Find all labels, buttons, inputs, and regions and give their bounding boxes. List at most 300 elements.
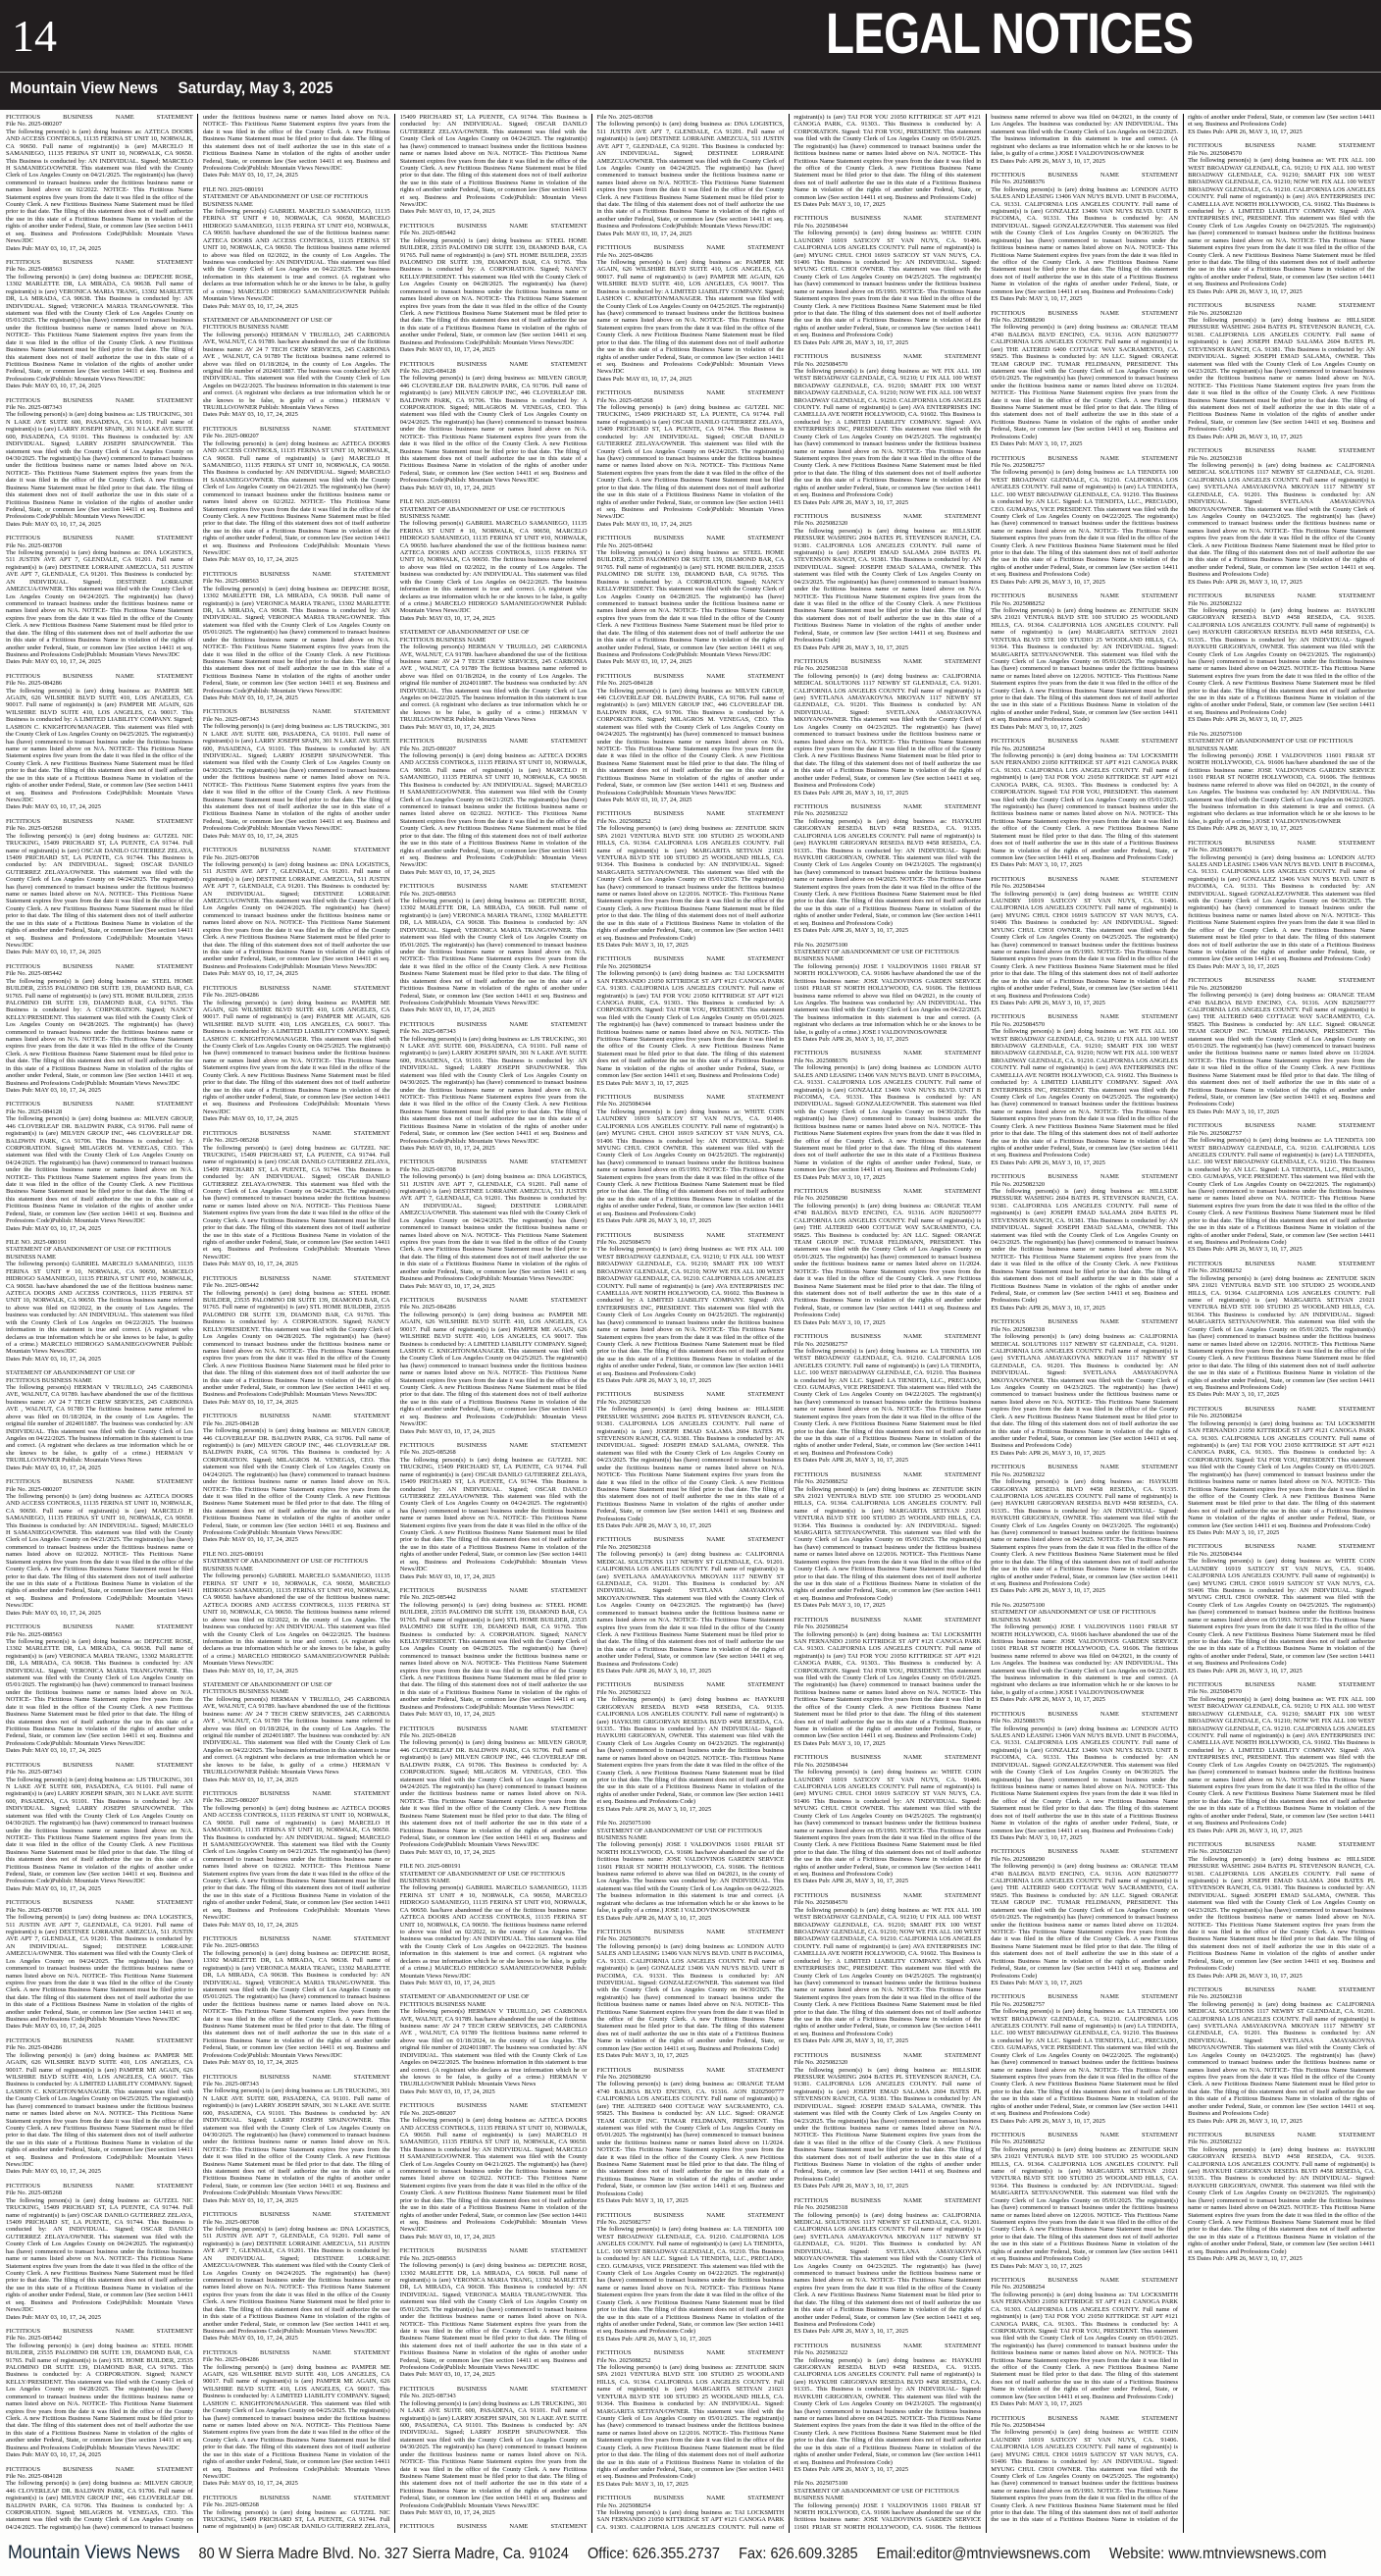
- notice-file-number: File No. 2025084570: [991, 1020, 1046, 1028]
- notice-file-number: STATEMENT OF ABANDONMENT OF USE OF FICTITIOUS BUSINESS NAME: [202, 193, 369, 208]
- notice-file-number: File No. 2025-080207: [6, 121, 63, 129]
- notice-body: The following person(s) is (are) doing business as: ZENITUDE SKIN SPA 21021 VENTURA BLVD STE 100 STUDIO 25 WOODLAND HILLS, CA. 91364. CALIFORNIA LOS ANGELES COUNTY. Full name of registrant(s) is (are) MARGARITA SETIYAN 21021 VENTURA BLVD STE 100 STUDIO 25 WOODLAND HILLS, CA. 91364. This Business is conducted by: AN INDIVIDUAL. Signed: MARGARITA SETIYAN/OWNER. This statement was filed with the County Clerk of Los Angeles County on 05/01/2025. The registrant(s) has (have) commenced to transact business under the fictitious business name or names listed above on 12/2016. NOTICE- This Fictitious Name Statement expires five years from the date it was filed in the office of the County Clerk. A new Fictitious Business Name Statement must be filed prior to that date. The filing of this statement does not of itself authorize the use in this state of a Fictitious Business Name in violation of the rights of another under Federal, State, or common law (See section 14411 et seq. Business and Professions Code): [596, 825, 785, 942]
- notice-heading: STATEMENT OF ABANDONMENT OF USE OF: [202, 1681, 332, 1689]
- legal-notice: [597, 673, 785, 804]
- notice-file-number: File No. 2025082322: [1188, 2138, 1242, 2146]
- notice-dates-pub: Dates Pub: MAY 03, 10, 17, 24, 2025: [202, 970, 298, 978]
- notice-body: The following person(s) HERMAN V TRUJILLO, 245 CARBONIA AVE, WALNUT, CA 91789. has/have abandoned the use of the fictitious business name: AV 24 7 TECH CREW SERVICES, 245 CARBONIA AVE , WALNUT, CA 91789 The fictitious business name referred to above was filed on 01/18/2024, in the county of Los Angeles. The original file number of 2024011887. The business was conducted by: AN INDIVIDUAL. This statement was filed with the County Clerk of Los Angeles on 04/22/2025. The business information in this statement is true and correct. (A registrant who declares as true information which he or she knows to be false, is guilty of a crime.) HERMAN V TRUJILLO/OWNER Publish: Mountain Views News: [399, 2008, 588, 2088]
- notice-body: The following person(s) is (are) doing business as: GUTZEL NIC TRUCKING, 15409 PRICHARD ST, LA PUENTE, CA 91744. Full name of registrant(s) is (are) OSCAR DANILO GUTIERREZ ZELAYA, 15409 PRICHARD ST, LA PUENTE, CA 91744. This Business is conducted by: AN INDIVIDUAL. Signed; OSCAR DANILO GUTIERREZ ZELAYA/OWNER. This statement was filed with the County Clerk of Los Angeles County on 04/24/2025. The registrant(s) has (have) commenced to transact business under the fictitious business name or names listed above on N/A. NOTICE- This Fictitious Name Statement expires five years from the date it was filed in the office of the County Clerk. A new Fictitious Business Name Statement must be filed prior to that date. The filing of this statement does not of itself authorize the use in this state of a Fictitious Business Name in violation of the rights of another under Federal, State, or common law (See section 14411 et seq. Business and Professions Code)Publish: Mountain Views News/JDC: [399, 1456, 588, 1573]
- notice-heading: FICTITIOUS BUSINESS NAME STATEMENT: [793, 1333, 982, 1341]
- notice-file-number: File No. 2025-085268: [596, 396, 653, 404]
- notice-heading: FICTITIOUS BUSINESS NAME STATEMENT: [596, 2211, 785, 2219]
- notice-file-number: File No. 2025-085442: [399, 1594, 456, 1602]
- notice-heading: File No. 2025075100: [596, 1820, 651, 1828]
- notice-body: The following person(s) is (are) doing business as: DNA LOGISTICS, 511 JUSTIN AVE APT 7, GLENDALE, CA 91201. Full name of registrant(s) is (are) DESTINEE LORRAINE AMEZCUA, 511 JUSTIN AVE APT 7, GLENDALE, CA 91201. This Business is conducted by: AN INDIVIDUAL. Signed; DESTINEE LORRAINE AMEZCUA/OWNER. This statement was filed with the County Clerk of Los Angeles County on 04/24/2025. The registrant(s) has (have) commenced to transact business under the fictitious business name or names listed above on N/A. NOTICE- This Fictitious Name Statement expires five years from the date it was filed in the office of the County Clerk. A new Fictitious Business Name Statement must be filed prior to that date. The filing of this statement does not of itself authorize the use in this state of a Fictitious Business Name in violation of the rights of another under Federal, State, or common law (See section 14411 et seq. Business and Professions Code)Publish: Mountain Views News/JDC: [399, 1173, 588, 1283]
- notice-dates-pub: ES Dates Pub: MAY 3, 10, 17, 2025: [596, 2480, 689, 2488]
- notice-file-number: File No. 2025088290: [596, 2074, 651, 2081]
- footer-office-phone: Office: 626.355.2737: [587, 2546, 720, 2562]
- legal-notice: [793, 513, 981, 651]
- notice-file-number: File No. 2025-088563: [6, 1630, 63, 1638]
- notice-body: The following person(s) is (are) doing business as: HILLSIDE PRESSURE WASHING 2604 BATES PL STEVENSON RANCH, CA. 91381. CALIFORNIA LOS ANGELES COUNTY. Full name of registrant(s) is (are) JOSEPH EMAD SALAMA 2604 BATES PL STEVENSON RANCH, CA. 91381. This Business is conducted by: AN INDIVIDUAL. Signed: JOSEPH EMAD SALAMA, OWNER. This statement was filed with the County Clerk of Los Angeles County on 04/23/2025. The registrant(s) has (have) commenced to transact business under the fictitious business name or names listed above on N/A. NOTICE- This Fictitious Name Statement expires five years from the date it was filed in the office of the County Clerk. A new Fictitious Business Name Statement must be filed prior to that date. The filing of this statement does not of itself authorize the use in this state of a Fictitious Business Name in violation of the rights of another under Federal, State, or common law (See section 14411 et seq. Business and Professions Code): [1188, 316, 1375, 434]
- legal-notice: [203, 1275, 390, 1407]
- notice-heading: FICTITIOUS BUSINESS NAME STATEMENT: [991, 171, 1179, 179]
- notice-dates-pub: ES Dates Pub: APR 26, MAY 3, 10, 17, 2025: [991, 1449, 1105, 1457]
- notice-body: The following person(s) is (are) doing business as: LJS TRUCKING, 301 N LAKE AVE SUITE 600, PASADENA, CA 91101. Full name of registrant(s) is (are) LARRY JOSEPH SPAIN, 301 N LAKE AVE SUITE 600, PASADENA, CA 91101. This Business is conducted by: AN INDIVIDUAL. Signed; LARRY JOSEPH SPAIN/OWNER. This statement was filed with the County Clerk of Los Angeles County on 04/30/2025. The registrant(s) has (have) commenced to transact business under the fictitious business name or names listed above on N/A. NOTICE- This Fictitious Name Statement expires five years from the date it was filed in the office of the County Clerk. A new Fictitious Business Name Statement must be filed prior to that date. The filing of this statement does not of itself authorize the use in this state of a Fictitious Business Name in violation of the rights of another under Federal, State, or common law (See section 14411 et seq. Business and Professions Code)Publish: Mountain Views News/JDC: [399, 2399, 588, 2509]
- notice-file-number: File No. 2025-083708: [6, 541, 63, 549]
- footer-paper-name: Mountain Views News: [8, 2543, 180, 2563]
- notice-file-number: File No. 2025-087343: [6, 1769, 63, 1777]
- notice-body: The following person(s) is (are) doing business as: HAYKUHI GRIGORYAN RESEDA BLVD #458 RESEDA, CA. 91335. CALIFORNIA LOS ANGELES COUNTY. Full name of registrant(s) is (are) HAYKUHI GRIGORYAN RESEDA BLVD #458 RESEDA, CA. 91335.. This Business is conducted by: AN INDIVIDUAL- Signed: HAYKUHI GRIGORYAN, OWNER. This statement was filed with the County Clerk of Los Angeles County on 04/23/2025. The registrant(s) has (have) commenced to transact business under the fictitious business name or names listed above on 04/2025. NOTICE- This Fictitious Name Statement expires five years from the date it was filed in the office of the County Clerk. A new Fictitious Business Name Statement must be filed prior to that date. The filing of this statement does not of itself authorize the use in this state of a Fictitious Business Name in violation of the rights of another under Federal, State, or common law (See section 14411 et seq. Business and Professions Code): [991, 1478, 1179, 1587]
- legal-notice: [1188, 977, 1375, 1115]
- notice-body: The following person(s) is (are) doing business as: GUTZEL NIC TRUCKING, 15409 PRICHARD ST, LA PUENTE, CA 91744. Full name of registrant(s) is (are) OSCAR DANILO GUTIERREZ ZELAYA, 15409 PRICHARD ST, LA PUENTE, CA 91744. This Business is conducted by: AN INDIVIDUAL. Signed; OSCAR DANILO GUTIERREZ ZELAYA/OWNER. This statement was filed with the County Clerk of Los Angeles County on 04/24/2025. The registrant(s) has (have) commenced to transact business under the fictitious business name or names listed above on N/A. NOTICE- This Fictitious Name Statement expires five years from the date it was filed in the office of the County Clerk. A new Fictitious Business Name Statement must be filed prior to that date. The filing of this statement does not of itself authorize the use in this state of a Fictitious Business Name in violation of the rights of another under Federal, State, or common law (See section 14411 et seq. Business and Professions Code)Publish: Mountain Views News/JDC: [6, 2196, 193, 2314]
- footer-website[interactable]: Website: www.mtnviewsnews.com: [1108, 2546, 1327, 2562]
- legal-notice: [400, 1993, 588, 2095]
- notice-dates-pub: ES Dates Pub: APR 26, MAY 3, 10, 17, 2025: [991, 2117, 1105, 2125]
- notice-heading: FICTITIOUS BUSINESS NAME STATEMENT: [793, 215, 982, 223]
- notice-heading: FICTITIOUS BUSINESS NAME STATEMENT: [6, 1623, 193, 1631]
- legal-notice: [400, 1863, 588, 1986]
- legal-notice: [793, 2343, 981, 2474]
- notice-dates-pub: Dates Pub: MAY 03, 10, 17, 24, 2025: [399, 2509, 495, 2517]
- notice-heading: FICTITIOUS BUSINESS NAME STATEMENT: [596, 389, 785, 397]
- notice-dates-pub: ES Dates Pub: APR 26, MAY 3, 10, 17, 2025: [596, 1805, 712, 1813]
- notice-dates-pub: Dates Pub: MAY 03, 10, 17, 24, 2025: [596, 658, 692, 666]
- notice-body: The following person(s) is (are) doing business as: TAI LOCKSMITH SAN FERNANDO 21050 KITTRIDGE ST APT #121 CANOGA PARK CA. 91303. CALIFORNIA LOS ANGELES COUNTY. Full name of registrant(s) is (are) TAI FOR YOU 21050 KITTRIDGE ST APT #121 CANOGA PARK, CA. 91303.. This Business is conducted by: A CORPORATION. Signed: TAI FOR YOU, PRESIDENT. This statement was filed with the County Clerk of Los Angeles County on 05/01/2025. The registrant(s) has (have) commenced to transact business under the fictitious business name or names listed above on N/A. NOTICE- This Fictitious Name Statement expires five years from the date it was filed in the office of the County Clerk. A new Fictitious Business Name Statement must be filed prior to that date. The filing of this statement does not of itself authorize the use in this state of a Fictitious Business Name in violation of the rights of another under Federal, State, or common law (See section 14411 et seq. Business and Professions Code): [793, 1630, 982, 1740]
- legal-notice: [1188, 1681, 1375, 1834]
- notice-body: The following person(s) is (are) doing business as: DNA LOGISTICS, 511 JUSTIN AVE APT 7, GLENDALE, CA 91201. Full name of registrant(s) is (are) DESTINEE LORRAINE AMEZCUA, 511 JUSTIN AVE APT 7, GLENDALE, CA 91201. This Business is conducted by: AN INDIVIDUAL. Signed; DESTINEE LORRAINE AMEZCUA/OWNER. This statement was filed with the County Clerk of Los Angeles County on 04/24/2025. The registrant(s) has (have) commenced to transact business under the fictitious business name or names listed above on N/A. NOTICE- This Fictitious Name Statement expires five years from the date it was filed in the office of the County Clerk. A new Fictitious Business Name Statement must be filed prior to that date. The filing of this statement does not of itself authorize the use in this state of a Fictitious Business Name in violation of the rights of another under Federal, State, or common law (See section 14411 et seq. Business and Professions Code)Publish: Mountain Views News/JDC: [202, 860, 390, 970]
- notice-body: The following person(s) is (are) doing business as: LONDON AUTO SALES AND LEASING 13406 VAN NUYS BLVD. UNIT B PACOIMA, CA. 91331. CALIFORNIA LOS ANGELES COUNTY. Full name of registrant(s) is (are) GONZALEZ 13406 VAN NUYS BLVD. UNIT B PACOIMA, CA. 91331. This Business is conducted by: AN INDIVIDUAL. Signed: GONZALEZ/OWNER. This statement was filed with the County Clerk of Los Angeles County on 04/30/2025. The registrant(s) has (have) commenced to transact business under the fictitious business name or names listed above on N/A. NOTICE- This Fictitious Name Statement expires five years from the date it was filed in the office of the County Clerk. A new Fictitious Business Name Statement must be filed prior to that date. The filing of this statement does not of itself authorize the use in this state of a Fictitious Business Name in violation of the rights of another under Federal, State, or common law (See section 14411 et seq. Business and Professions Code): [596, 1942, 785, 2052]
- notice-body: The following person(s) is (are) doing business as: CALIFORNIA MEDICAL SOLUTIONS 1117 NEWBY ST GLENDALE, CA. 91201. CALIFORNIA LOS ANGELES COUNTY. Full name of registrant(s) is (are) SVETLANA AMAYAKOVNA MKOYAN 1117 NEWBY ST GLENDALE, CA. 91201. This Business is conducted by: AN INDIVIDUAL. Signed: SVETLANA AMAYAKOVNA MKOYAN/OWNER. This statement was filed with the County Clerk of Los Angeles County on 04/23/2025. The registrant(s) has (have) commenced to transact business under the fictitious business name or names listed above on N/A. NOTICE- This Fictitious Name Statement expires five years from the date it was filed in the office of the County Clerk. A new Fictitious Business Name Statement must be filed prior to that date. The filing of this statement does not of itself authorize the use in this state of a Fictitious Business Name in violation of the rights of another under Federal, State, or common law (See section 14411 et seq. Business and Professions Code): [793, 672, 982, 790]
- notice-dates-pub: Dates Pub: MAY 03, 10, 17, 24, 2025: [596, 796, 692, 803]
- legal-notice: [203, 1130, 390, 1268]
- legal-notice: [6, 673, 193, 811]
- notice-body: The following person(s) HERMAN V TRUJILLO, 245 CARBONIA AVE, WALNUT, CA 91789. has/have abandoned the use of the fictitious business name: AV 24 7 TECH CREW SERVICES, 245 CARBONIA AVE , WALNUT, CA 91789 The fictitious business name referred to above was filed on 01/18/2024, in the county of Los Angeles. The original file number of 2024011887. The business was conducted by: AN INDIVIDUAL. This statement was filed with the County Clerk of Los Angeles on 04/22/2025. The business information in this statement is true and correct. (A registrant who declares as true information which he or she knows to be false, is guilty of a crime.) HERMAN V TRUJILLO/OWNER Publish: Mountain Views News: [202, 1695, 390, 1777]
- notice-body: The following person(s) is (are) doing business as: AZTECA DOORS AND ACCESS CONTROLS, 11135 FERINA ST UNIT 10, NORWALK, CA 90650. Full name of registrant(s) is (are) MARCELO H SAMANIEGO, 11135 FERINA ST UNIT 10, NORWALK, CA 90650. This Business is conducted by: AN INDIVIDUAL. Signed; MARCELO H SAMANIEGO/OWNER. This statement was filed with the County Clerk of Los Angeles County on 04/21/2025. The registrant(s) has (have) commenced to transact business under the fictitious business name or names listed above on 02/2022. NOTICE- This Fictitious Name Statement expires five years from the date it was filed in the office of the County Clerk. A new Fictitious Business Name Statement must be filed prior to that date. The filing of this statement does not of itself authorize the use in this state of a Fictitious Business Name in violation of the rights of another under Federal, State, or common law (See section 14411 et seq. Business and Professions Code)Publish: Mountain Views News/JDC: [202, 1804, 390, 1922]
- notice-heading: FICTITIOUS BUSINESS NAME STATEMENT: [991, 1993, 1179, 2001]
- legal-notice: [203, 1551, 390, 1674]
- notice-file-number: File No. 2025-087343: [202, 2081, 259, 2087]
- notice-dates-pub: Dates Pub: MAY 03, 10, 17, 24, 2025: [399, 1848, 495, 1856]
- notice-heading: FICTITIOUS BUSINESS NAME STATEMENT: [6, 1478, 193, 1486]
- notice-dates-pub: Dates Pub: MAY 03, 10, 17, 24, 2025: [202, 172, 298, 180]
- legal-notice: [991, 592, 1178, 731]
- notice-file-number: File No. 2025082320: [793, 520, 848, 528]
- notice-file-number: File No. 2025088290: [1188, 984, 1242, 992]
- notice-file-number: STATEMENT OF ABANDONMENT OF USE OF FICTITIOUS BUSINESS NAME: [202, 1558, 369, 1572]
- notice-body: The following person(s) GABRIEL MARCELO SAMANIEGO, 11135 FERINA ST UNIT # 10, NORWALK, CA 90650, MARCELO HIDROGO SAMANIEGO, 11135 FERINA ST UNIT #10, NORWALK, CA 90650. has/have abandoned the use of the fictitious business name: AZTECA DOORS AND ACCESS CONTROLS, 11135 FERINA ST UNIT 10, NORWALK, CA 90650. The fictitious business name referred to above was filed on 02/2022, in the county of Los Angeles. The business was conducted by: AN INDIVIDUAL. This statement was filed with the County Clerk of Los Angeles on 04/22/2025. The business information in this statement is true and correct. (A registrant who declares as true information which he or she knows to be false, is guilty of a crime.) MARCELO HIDROGO SAMANIEGO/OWNER Publish: Mountain Views News/JDC: [202, 1572, 390, 1668]
- legal-notice: [400, 1587, 588, 1719]
- legal-notice: [203, 2211, 390, 2343]
- legal-notice: [1188, 1986, 1375, 2125]
- notice-dates-pub: Dates Pub: MAY 03, 10, 17, 24, 2025: [399, 2233, 495, 2241]
- notice-dates-pub: Dates Pub: MAY 03, 10, 17, 24, 2025: [596, 375, 692, 383]
- notice-file-number: File No. 2025088252: [991, 2138, 1046, 2146]
- notice-heading: FICTITIOUS BUSINESS NAME STATEMENT: [1188, 302, 1375, 310]
- legal-notice: [597, 2349, 785, 2488]
- notice-heading: FICTITIOUS BUSINESS NAME STATEMENT: [202, 2211, 390, 2219]
- legal-notice: [203, 426, 390, 564]
- notice-heading: FICTITIOUS BUSINESS NAME STATEMENT: [202, 1934, 390, 1942]
- legal-notice: [793, 1333, 981, 1465]
- legal-notice: [1188, 731, 1375, 833]
- notice-heading: STATEMENT OF ABANDONMENT OF USE OF: [399, 629, 530, 637]
- legal-notice: [6, 535, 193, 666]
- legal-notice: [597, 244, 785, 383]
- notice-body: The following person(s) GABRIEL MARCELO SAMANIEGO, 11135 FERINA ST UNIT # 10, NORWALK, CA 90650, MARCELO HIDROGO SAMANIEGO, 11135 FERINA ST UNIT #10, NORWALK, CA 90650. has/have abandoned the use of the fictitious business name: AZTECA DOORS AND ACCESS CONTROLS, 11135 FERINA ST UNIT 10, NORWALK, CA 90650. The fictitious business name referred to above was filed on 02/2022, in the county of Los Angeles. The business was conducted by: AN INDIVIDUAL. This statement was filed with the County Clerk of Los Angeles on 04/22/2025. The business information in this statement is true and correct. (A registrant who declares as true information which he or she knows to be false, is guilty of a crime.) MARCELO HIDROGO SAMANIEGO/OWNER Publish: Mountain Views News/JDC: [202, 208, 390, 303]
- notice-dates-pub: ES Dates Pub: APR 26, MAY 3, 10, 17, 2025: [1188, 1246, 1303, 1254]
- notice-body: The following person(s) is (are) doing business as: HAYKUHI GRIGORYAN RESEDA BLVD #458 RESEDA, CA. 91335. CALIFORNIA LOS ANGELES COUNTY. Full name of registrant(s) is (are) HAYKUHI GRIGORYAN RESEDA BLVD #458 RESEDA, CA. 91335.. This Business is conducted by: AN INDIVIDUAL- Signed: HAYKUHI GRIGORYAN, OWNER. This statement was filed with the County Clerk of Los Angeles County on 04/23/2025. The registrant(s) has (have) commenced to transact business under the fictitious business name or names listed above on 04/2025. NOTICE- This Fictitious Name Statement expires five years from the date it was filed in the office of the County Clerk. A new Fictitious Business Name Statement must be filed prior to that date. The filing of this statement does not of itself authorize the use in this state of a Fictitious Business Name in violation of the rights of another under Federal, State, or common law (See section 14411 et seq. Business and Professions Code): [596, 1696, 785, 1806]
- legal-notice: [203, 186, 390, 310]
- notice-heading: FICTITIOUS BUSINESS NAME STATEMENT: [6, 535, 193, 542]
- notice-heading: FICTITIOUS BUSINESS NAME STATEMENT: [6, 1899, 193, 1907]
- notice-body: The following person(s) HERMAN V TRUJILLO, 245 CARBONIA AVE, WALNUT, CA 91789. has/have abandoned the use of the fictitious business name: AV 24 7 TECH CREW SERVICES, 245 CARBONIA AVE , WALNUT, CA 91789 The fictitious business name referred to above was filed on 01/18/2024, in the county of Los Angeles. The original file number of 2024011887. The business was conducted by: AN INDIVIDUAL. This statement was filed with the County Clerk of Los Angeles on 04/22/2025. The business information in this statement is true and correct. (A registrant who declares as true information which he or she knows to be false, is guilty of a crime.) HERMAN V TRUJILLO/OWNER Publish: Mountain Views News: [399, 644, 588, 724]
- legal-notice: [400, 2102, 588, 2241]
- legal-notice: [1188, 1406, 1375, 1537]
- legal-notice: [793, 658, 981, 797]
- notice-body: The following person(s) is (are) doing business as: HILLSIDE PRESSURE WASHING 2604 BATES PL STEVENSON RANCH, CA. 91381. CALIFORNIA LOS ANGELES COUNTY. Full name of registrant(s) is (are) JOSEPH EMAD SALAMA 2604 BATES PL STEVENSON RANCH, CA. 91381. This Business is conducted by: AN INDIVIDUAL. Signed: JOSEPH EMAD SALAMA, OWNER. This statement was filed with the County Clerk of Los Angeles County on 04/23/2025. The registrant(s) has (have) commenced to transact business under the fictitious business name or names listed above on N/A. NOTICE- This Fictitious Name Statement expires five years from the date it was filed in the office of the County Clerk. A new Fictitious Business Name Statement must be filed prior to that date. The filing of this statement does not of itself authorize the use in this state of a Fictitious Business Name in violation of the rights of another under Federal, State, or common law (See section 14411 et seq. Business and Professions Code): [1188, 1855, 1375, 1973]
- notice-body: The following person(s) is (are) doing business as: PAMPER ME AGAIN, 626 WILSHIRE BLVD SUITE 410, LOS ANGELES, CA 90017. Full name of registrant(s) is (are) PAMPER ME AGAIN, 626 WILSHIRE BLVD SUITE 410, LOS ANGELES, CA 90017. This Business is conducted by: A LIMITED LIABILITY COMPANY. Signed; LASHON C. KNIGHTON/MANAGER. This statement was filed with the County Clerk of Los Angeles County on 04/25/2025. The registrant(s) has (have) commenced to transact business under the fictitious business name or names listed above on N/A. NOTICE- This Fictitious Name Statement expires five years from the date it was filed in the office of the County Clerk. A new Fictitious Business Name Statement must be filed prior to that date. The filing of this statement does not of itself authorize the use in this state of a Fictitious Business Name in violation of the rights of another under Federal, State, or common law (See section 14411 et seq. Business and Professions Code)Publish: Mountain Views News/JDC: [596, 259, 785, 376]
- legal-notice: [203, 847, 390, 978]
- notice-dates-pub: Dates Pub: MAY 03, 10, 17, 24, 2025: [6, 1087, 101, 1094]
- notice-heading: FICTITIOUS BUSINESS NAME STATEMENT: [399, 1587, 588, 1594]
- page-header: [0, 0, 1381, 110]
- notice-file-number: File No. 2025082757: [991, 2000, 1046, 2008]
- legal-notice: [1188, 1122, 1375, 1254]
- notice-body: The following person(s) GABRIEL MARCELO SAMANIEGO, 11135 FERINA ST UNIT # 10, NORWALK, CA 90650, MARCELO HIDROGO SAMANIEGO, 11135 FERINA ST UNIT #10, NORWALK, CA 90650. has/have abandoned the use of the fictitious business name: AZTECA DOORS AND ACCESS CONTROLS, 11135 FERINA ST UNIT 10, NORWALK, CA 90650. The fictitious business name referred to above was filed on 02/2022, in the county of Los Angeles. The business was conducted by: AN INDIVIDUAL. This statement was filed with the County Clerk of Los Angeles on 04/22/2025. The business information in this statement is true and correct. (A registrant who declares as true information which he or she knows to be false, is guilty of a crime.) MARCELO HIDROGO SAMANIEGO/OWNER Publish: Mountain Views News/JDC: [399, 520, 588, 615]
- notice-file-number: File No. 2025082322: [991, 1470, 1046, 1478]
- notice-dates-pub: ES Dates Pub: MAY 3, 10, 17, 2025: [1188, 1529, 1280, 1537]
- notice-dates-pub: ES Dates Pub: APR 26, MAY 3, 10, 17, 2025: [793, 1036, 909, 1044]
- section-title: LEGAL NOTICES: [826, 2, 1194, 66]
- notice-body: The following person(s) is (are) doing business as: WE FIX ALL 100 WEST BROADWAY GLENDALE, CA. 91210; U FIX ALL 100 WEST BROADWAY GLENDALE, CA. 91210; SMART FIX 100 WEST BROADWAY GLENDALE, CA. 91210; NOW WE FIX ALL 100 WEST BROADWAY GLENDALE, CA. 91210. CALIFORNIA LOS ANGELES COUNTY. Full name of registrant(s) is (are) AVA ENTERPRISES INC CAMELLIA AVE NORTH HOLLYWOOD, CA. 91602. This Business is conducted by: A LIMITED LIABILITY COMPANY. Signed: AVA ENTERPRISES INC, PRESIDENT. This statement was filed with the County Clerk of Los Angeles County on 04/25/2025. The registrant(s) has (have) commenced to transact business under the fictitious business name or names listed above on N/A. NOTICE- This Fictitious Name Statement expires five years from the date it was filed in the office of the County Clerk. A new Fictitious Business Name Statement must be filed prior to that date. The filing of this statement does not of itself authorize the use in this state of a Fictitious Business Name in violation of the rights of another under Federal, State, or common law (See section 14411 et seq. Business and Professions Code): [1188, 157, 1375, 288]
- legal-notice: [991, 1602, 1178, 1704]
- notice-heading: FICTITIOUS BUSINESS NAME STATEMENT: [793, 1754, 982, 1762]
- notice-file-number: File No. 2025082318: [1188, 1993, 1242, 2001]
- footer-email[interactable]: Email:editor@mtnviewsnews.com: [876, 2546, 1091, 2562]
- notice-body: The following person(s) is (are) doing business as: HILLSIDE PRESSURE WASHING 2604 BATES PL STEVENSON RANCH, CA. 91381. CALIFORNIA LOS ANGELES COUNTY. Full name of registrant(s) is (are) JOSEPH EMAD SALAMA 2604 BATES PL STEVENSON RANCH, CA. 91381. This Business is conducted by: AN INDIVIDUAL. Signed: JOSEPH EMAD SALAMA, OWNER. This statement was filed with the County Clerk of Los Angeles County on 04/23/2025. The registrant(s) has (have) commenced to transact business under the fictitious business name or names listed above on N/A. NOTICE- This Fictitious Name Statement expires five years from the date it was filed in the office of the County Clerk. A new Fictitious Business Name Statement must be filed prior to that date. The filing of this statement does not of itself authorize the use in this state of a Fictitious Business Name in violation of the rights of another under Federal, State, or common law (See section 14411 et seq. Business and Professions Code): [793, 527, 982, 644]
- legal-notice: [203, 1790, 390, 1929]
- notice-heading: FICTITIOUS BUSINESS NAME STATEMENT: [991, 2276, 1179, 2284]
- notice-heading: FICTITIOUS BUSINESS NAME STATEMENT: [399, 738, 588, 746]
- notice-dates-pub: ES Dates Pub: APR 26, MAY 3, 10, 17, 2025: [596, 1914, 712, 1922]
- notice-heading: FICTITIOUS BUSINESS NAME STATEMENT: [6, 259, 193, 267]
- notice-heading: FICTITIOUS BUSINESS NAME STATEMENT: [991, 875, 1179, 883]
- notice-body: The following person(s) JOSE I VALDOVINOS 11601 FRIAR ST NORTH HOLLYWOOD, CA. 91606 has/have abandoned the use of the fictitious business name: JOSE VALDOVINOS GARDEN SERVICE 11601 FRIAR ST NORTH HOLLYWOOD, CA. 91606. The fictitious business name referred to above was filed on 04/2021, in the county of Los Angeles. The business was conducted by: AN INDIVIDUAL. This statement was filed with the County Clerk of Los Angeles on 04/22/2025. The business information in this statement is true and correct. (A registrant who declares as true information which he or she knows to be false, is guilty of a crime.) JOSE I VALDOVINOS/OWNER: [1188, 752, 1375, 825]
- legal-notice: [400, 883, 588, 1014]
- notice-heading: FICTITIOUS BUSINESS NAME STATEMENT: [793, 1891, 982, 1899]
- notice-heading: FICTITIOUS BUSINESS NAME STATEMENT: [1188, 977, 1375, 985]
- notice-file-number: File No. 2025084344: [793, 222, 848, 230]
- notice-dates-pub: Dates Pub: MAY 03, 10, 17, 24, 2025: [6, 949, 101, 956]
- notice-dates-pub: Dates Pub: MAY 03, 10, 17, 24, 2025: [202, 2335, 298, 2343]
- notice-heading: FICTITIOUS BUSINESS NAME STATEMENT: [1188, 1122, 1375, 1130]
- notice-heading: FICTITIOUS BUSINESS NAME STATEMENT: [596, 1231, 785, 1239]
- notice-dates-pub: ES Dates Pub: MAY 3, 10, 17, 2025: [991, 1833, 1083, 1841]
- notice-file-number: File No. 2025088290: [991, 316, 1046, 324]
- legal-notice: [6, 1478, 193, 1617]
- notice-heading: FICTITIOUS BUSINESS NAME STATEMENT: [991, 2414, 1179, 2422]
- notice-body: The following person(s) is (are) doing business as: HAYKUHI GRIGORYAN RESEDA BLVD #458 RESEDA, CA. 91335. CALIFORNIA LOS ANGELES COUNTY. Full name of registrant(s) is (are) HAYKUHI GRIGORYAN RESEDA BLVD #458 RESEDA, CA. 91335.. This Business is conducted by: AN INDIVIDUAL- Signed: HAYKUHI GRIGORYAN, OWNER. This statement was filed with the County Clerk of Los Angeles County on 04/23/2025. The registrant(s) has (have) commenced to transact business under the fictitious business name or names listed above on 04/2025. NOTICE- This Fictitious Name Statement expires five years from the date it was filed in the office of the County Clerk. A new Fictitious Business Name Statement must be filed prior to that date. The filing of this statement does not of itself authorize the use in this state of a Fictitious Business Name in violation of the rights of another under Federal, State, or common law (See section 14411 et seq. Business and Professions Code): [1188, 607, 1375, 716]
- legal-notice: [6, 114, 193, 252]
- notice-file-number: File No. 2025-084286: [399, 1304, 456, 1312]
- notice-body: The following person(s) is (are) doing business as: LONDON AUTO SALES AND LEASING 13406 VAN NUYS BLVD. UNIT B PACOIMA, CA. 91331. CALIFORNIA LOS ANGELES COUNTY. Full name of registrant(s) is (are) GONZALEZ 13406 VAN NUYS BLVD. UNIT B PACOIMA, CA. 91331. This Business is conducted by: AN INDIVIDUAL. Signed: GONZALEZ/OWNER. This statement was filed with the County Clerk of Los Angeles County on 04/30/2025. The registrant(s) has (have) commenced to transact business under the fictitious business name or names listed above on N/A. NOTICE- This Fictitious Name Statement expires five years from the date it was filed in the office of the County Clerk. A new Fictitious Business Name Statement must be filed prior to that date. The filing of this statement does not of itself authorize the use in this state of a Fictitious Business Name in violation of the rights of another under Federal, State, or common law (See section 14411 et seq. Business and Professions Code): [991, 185, 1179, 295]
- legal-notice: [6, 397, 193, 529]
- notice-body: The following person(s) JOSE I VALDOVINOS 11601 FRIAR ST NORTH HOLLYWOOD, CA. 91606 has/have abandoned the use of the fictitious business name: JOSE VALDOVINOS GARDEN SERVICE 11601 FRIAR ST NORTH HOLLYWOOD, CA. 91606. The fictitious business name referred to above was filed on 04/2021, in the county of Los Angeles. The business was conducted by: AN INDIVIDUAL. This statement was filed with the County Clerk of Los Angeles on 04/22/2025. The business information in this statement is true and correct. (A registrant who declares as true information which he or she knows to be false, is guilty of a crime.) JOSE I VALDOVINOS/OWNER: [793, 962, 982, 1036]
- notice-body: The following person(s) is (are) doing business as: PAMPER ME AGAIN, 626 WILSHIRE BLVD SUITE 410, LOS ANGELES, CA 90017. Full name of registrant(s) is (are) PAMPER ME AGAIN, 626 WILSHIRE BLVD SUITE 410, LOS ANGELES, CA 90017. This Business is conducted by: A LIMITED LIABILITY COMPANY. Signed; LASHON C. KNIGHTON/MANAGER. This statement was filed with the County Clerk of Los Angeles County on 04/25/2025. The registrant(s) has (have) commenced to transact business under the fictitious business name or names listed above on N/A. NOTICE- This Fictitious Name Statement expires five years from the date it was filed in the office of the County Clerk. A new Fictitious Business Name Statement must be filed prior to that date. The filing of this statement does not of itself authorize the use in this state of a Fictitious Business Name in violation of the rights of another under Federal, State, or common law (See section 14411 et seq. Business and Professions Code)Publish: Mountain Views News/JDC: [202, 2363, 390, 2480]
- legal-notice: [793, 803, 981, 935]
- legal-notice: [6, 1623, 193, 1755]
- notice-file-number: File No. 2025088254: [1188, 1413, 1242, 1420]
- notice-body: The following person(s) JOSE I VALDOVINOS 11601 FRIAR ST NORTH HOLLYWOOD, CA. 91606 has/have abandoned the use of the fictitious business name: JOSE VALDOVINOS GARDEN SERVICE 11601 FRIAR ST NORTH HOLLYWOOD, CA. 91606. The fictitious business name referred to above was filed on 04/2021, in the county of Los Angeles. The business was conducted by: AN INDIVIDUAL. This statement was filed with the County Clerk of Los Angeles on 04/22/2025. The business information in this statement is true and correct. (A registrant who declares as true information which he or she knows to be false, is guilty of a crime.) JOSE I VALDOVINOS/OWNER: [793, 114, 1179, 2531]
- legal-notice: [793, 215, 981, 346]
- legal-notice: [597, 1820, 785, 1922]
- notice-heading: FICTITIOUS BUSINESS NAME STATEMENT: [6, 2327, 193, 2335]
- notice-heading: FICTITIOUS BUSINESS NAME STATEMENT: [202, 425, 390, 433]
- legal-notice: [793, 1188, 981, 1326]
- masthead-row: [10, 78, 332, 98]
- notice-file-number: File No. 2025-083708: [202, 853, 259, 861]
- notice-dates-pub: Dates Pub: MAY 03, 10, 17, 24, 2025: [399, 1427, 495, 1435]
- notice-dates-pub: ES Dates Pub: APR 26, MAY 3, 10, 17, 2025: [1188, 1827, 1303, 1834]
- legal-notice: [991, 1318, 1178, 1457]
- notice-file-number: File No. 2025088252: [596, 2356, 651, 2364]
- notice-dates-pub: Dates Pub: MAY 03, 10, 17, 24, 2025: [202, 1115, 298, 1123]
- notice-file-number: File No. 2025082757: [596, 2219, 651, 2227]
- legal-notice: [991, 1013, 1178, 1166]
- legal-notice: [400, 738, 588, 876]
- legal-notice: [400, 223, 588, 354]
- notice-file-number: File No. 2025082318: [793, 665, 848, 673]
- notice-body: The following person(s) is (are) doing business as: WHITE COIN LAUNDRY 16919 SATICOY ST VAN NUYS, CA. 91406. CALIFORNIA LOS ANGELES COUNTY. Full name of registrant(s) is (are) MYUNG CHUL CHOI 16919 SATICOY ST VAN NUYS, CA. 91406 This Business is conducted by: AN INDIVIDUAL. Signed: MYUNG CHUL CHOI OWNER. This statement was filed with the County Clerk of Los Angeles County on 04/25/2025. The registrant(s) has (have) commenced to transact business under the fictitious business name or names listed above on 05/1993. NOTICE- This Fictitious Name Statement expires five years from the date it was filed in the office of the County Clerk. A new Fictitious Business Name Statement must be filed prior to that date. The filing of this statement does not of itself authorize the use in this state of a Fictitious Business Name in violation of the rights of another under Federal, State, or common law (See section 14411 et seq. Business and Professions Code): [991, 114, 1375, 2524]
- notice-dates-pub: ES Dates Pub: MAY 3, 10, 17, 2025: [793, 1739, 886, 1747]
- notice-heading: FICTITIOUS BUSINESS NAME STATEMENT: [991, 1013, 1179, 1021]
- notice-file-number: File No. 2025-085442: [202, 1282, 259, 1290]
- legal-notice: [6, 259, 193, 390]
- notice-dates-pub: Dates Pub: MAY 03, 10, 17, 24, 2025: [399, 1282, 495, 1290]
- notice-file-number: File No. 2025-085442: [399, 230, 456, 237]
- notice-dates-pub: ES Dates Pub: APR 26, MAY 3, 10, 17, 2025: [793, 789, 909, 797]
- notice-dates-pub: ES Dates Pub: APR 26, MAY 3, 10, 17, 2025: [1188, 578, 1303, 586]
- legal-notice: [6, 1762, 193, 1893]
- notice-heading: FICTITIOUS BUSINESS NAME STATEMENT: [991, 2131, 1179, 2138]
- notice-body: The following person(s) is (are) doing business as: GUTZEL NIC TRUCKING, 15409 PRICHARD ST, LA PUENTE, CA 91744. Full name of registrant(s) is (are) OSCAR DANILO GUTIERREZ ZELAYA, 15409 PRICHARD ST, LA PUENTE, CA 91744. This Business is conducted by: AN INDIVIDUAL. Signed; OSCAR DANILO GUTIERREZ ZELAYA/OWNER. This statement was filed with the County Clerk of Los Angeles County on 04/24/2025. The registrant(s) has (have) commenced to transact business under the fictitious business name or names listed above on N/A. NOTICE- This Fictitious Name Statement expires five years from the date it was filed in the office of the County Clerk. A new Fictitious Business Name Statement must be filed prior to that date. The filing of this statement does not of itself authorize the use in this state of a Fictitious Business Name in violation of the rights of another under Federal, State, or common law (See section 14411 et seq. Business and Professions Code)Publish: Mountain Views News/JDC: [596, 404, 785, 521]
- notice-dates-pub: Dates Pub: MAY 03, 10, 17, 24, 2025: [399, 2087, 495, 2095]
- notice-dates-pub: Dates Pub: MAY 03, 10, 17, 24, 2025: [6, 1884, 101, 1892]
- notice-heading: FICTITIOUS BUSINESS NAME STATEMENT: [1188, 1681, 1375, 1689]
- notice-body: The following person(s) is (are) doing business as: WHITE COIN LAUNDRY 16919 SATICOY ST VAN NUYS, CA. 91406. CALIFORNIA LOS ANGELES COUNTY. Full name of registrant(s) is (are) MYUNG CHUL CHOI 16919 SATICOY ST VAN NUYS, CA. 91406 This Business is conducted by: AN INDIVIDUAL. Signed: MYUNG CHUL CHOI OWNER. This statement was filed with the County Clerk of Los Angeles County on 04/25/2025. The registrant(s) has (have) commenced to transact business under the fictitious business name or names listed above on 05/1993. NOTICE- This Fictitious Name Statement expires five years from the date it was filed in the office of the County Clerk. A new Fictitious Business Name Statement must be filed prior to that date. The filing of this statement does not of itself authorize the use in this state of a Fictitious Business Name in violation of the rights of another under Federal, State, or common law (See section 14411 et seq. Business and Professions Code): [793, 230, 982, 339]
- notice-body: The following person(s) is (are) doing business as: PAMPER ME AGAIN, 626 WILSHIRE BLVD SUITE 410, LOS ANGELES, CA 90017. Full name of registrant(s) is (are) PAMPER ME AGAIN, 626 WILSHIRE BLVD SUITE 410, LOS ANGELES, CA 90017. This Business is conducted by: A LIMITED LIABILITY COMPANY. Signed; LASHON C. KNIGHTON/MANAGER. This statement was filed with the County Clerk of Los Angeles County on 04/25/2025. The registrant(s) has (have) commenced to transact business under the fictitious business name or names listed above on N/A. NOTICE- This Fictitious Name Statement expires five years from the date it was filed in the office of the County Clerk. A new Fictitious Business Name Statement must be filed prior to that date. The filing of this statement does not of itself authorize the use in this state of a Fictitious Business Name in violation of the rights of another under Federal, State, or common law (See section 14411 et seq. Business and Professions Code)Publish: Mountain Views News/JDC: [6, 687, 193, 803]
- notice-body: The following person(s) HERMAN V TRUJILLO, 245 CARBONIA AVE, WALNUT, CA 91789. has/have abandoned the use of the fictitious business name: AV 24 7 TECH CREW SERVICES, 245 CARBONIA AVE , WALNUT, CA 91789 The fictitious business name referred to above was filed on 01/18/2024, in the county of Los Angeles. The original file number of 2024011887. The business was conducted by: AN INDIVIDUAL. This statement was filed with the County Clerk of Los Angeles on 04/22/2025. The business information in this statement is true and correct. (A registrant who declares as true information which he or she knows to be false, is guilty of a crime.) HERMAN V TRUJILLO/OWNER Publish: Mountain Views News: [6, 1384, 193, 1465]
- notice-file-number: File No. 2025082318: [991, 1325, 1046, 1333]
- notice-dates-pub: Dates Pub: MAY 03, 10, 17, 24, 2025: [596, 230, 692, 237]
- notice-dates-pub: Dates Pub: MAY 03, 10, 17, 24, 2025: [202, 556, 298, 564]
- notice-heading: FICTITIOUS BUSINESS NAME STATEMENT: [1188, 2131, 1375, 2138]
- notice-heading: File No. 2025075100: [793, 941, 848, 949]
- notice-body: The following person(s) is (are) doing business as: DNA LOGISTICS, 511 JUSTIN AVE APT 7, GLENDALE, CA 91201. Full name of registrant(s) is (are) DESTINEE LORRAINE AMEZCUA, 511 JUSTIN AVE APT 7, GLENDALE, CA 91201. This Business is conducted by: AN INDIVIDUAL. Signed; DESTINEE LORRAINE AMEZCUA/OWNER. This statement was filed with the County Clerk of Los Angeles County on 04/24/2025. The registrant(s) has (have) commenced to transact business under the fictitious business name or names listed above on N/A. NOTICE- This Fictitious Name Statement expires five years from the date it was filed in the office of the County Clerk. A new Fictitious Business Name Statement must be filed prior to that date. The filing of this statement does not of itself authorize the use in this state of a Fictitious Business Name in violation of the rights of another under Federal, State, or common law (See section 14411 et seq. Business and Professions Code)Publish: Mountain Views News/JDC: [6, 549, 193, 658]
- legal-notice: [6, 2183, 193, 2321]
- notice-dates-pub: ES Dates Pub: APR 26, MAY 3, 10, 17, 2025: [793, 2037, 909, 2045]
- notice-body: The following person(s) is (are) doing business as: GUTZEL NIC TRUCKING, 15409 PRICHARD ST, LA PUENTE, CA 91744. Full name of registrant(s) is (are) OSCAR DANILO GUTIERREZ ZELAYA, 15409 PRICHARD ST, LA PUENTE, CA 91744. This Business is conducted by: AN INDIVIDUAL. Signed; OSCAR DANILO GUTIERREZ ZELAYA/OWNER. This statement was filed with the County Clerk of Los Angeles County on 04/24/2025. The registrant(s) has (have) commenced to transact business under the fictitious business name or names listed above on N/A. NOTICE- This Fictitious Name Statement expires five years from the date it was filed in the office of the County Clerk. A new Fictitious Business Name Statement must be filed prior to that date. The filing of this statement does not of itself authorize the use in this state of a Fictitious Business Name in violation of the rights of another under Federal, State, or common law (See section 14411 et seq. Business and Professions Code)Publish: Mountain Views News/JDC: [202, 114, 588, 2531]
- notice-body: The following person(s) is (are) doing business as: DNA LOGISTICS, 511 JUSTIN AVE APT 7, GLENDALE, CA 91201. Full name of registrant(s) is (are) DESTINEE LORRAINE AMEZCUA, 511 JUSTIN AVE APT 7, GLENDALE, CA 91201. This Business is conducted by: AN INDIVIDUAL. Signed; DESTINEE LORRAINE AMEZCUA/OWNER. This statement was filed with the County Clerk of Los Angeles County on 04/24/2025. The registrant(s) has (have) commenced to transact business under the fictitious business name or names listed above on N/A. NOTICE- This Fictitious Name Statement expires five years from the date it was filed in the office of the County Clerk. A new Fictitious Business Name Statement must be filed prior to that date. The filing of this statement does not of itself authorize the use in this state of a Fictitious Business Name in violation of the rights of another under Federal, State, or common law (See section 14411 et seq. Business and Professions Code)Publish: Mountain Views News/JDC: [202, 2226, 390, 2335]
- notice-heading: FILE NO. 2025-080191: [399, 1863, 461, 1871]
- legal-notice: [597, 1929, 785, 2060]
- notice-body: The following person(s) is (are) doing business as: LJS TRUCKING, 301 N LAKE AVE SUITE 600, PASADENA, CA 91101. Full name of registrant(s) is (are) LARRY JOSEPH SPAIN, 301 N LAKE AVE SUITE 600, PASADENA, CA 91101. This Business is conducted by: AN INDIVIDUAL. Signed; LARRY JOSEPH SPAIN/OWNER. This statement was filed with the County Clerk of Los Angeles County on 04/30/2025. The registrant(s) has (have) commenced to transact business under the fictitious business name or names listed above on N/A. NOTICE- This Fictitious Name Statement expires five years from the date it was filed in the office of the County Clerk. A new Fictitious Business Name Statement must be filed prior to that date. The filing of this statement does not of itself authorize the use in this state of a Fictitious Business Name in violation of the rights of another under Federal, State, or common law (See section 14411 et seq. Business and Professions Code)Publish: Mountain Views News/JDC: [202, 2087, 390, 2197]
- legal-notice: [203, 1681, 390, 1783]
- notice-body: The following person(s) is (are) doing business as: DEPECHE ROSE, 13302 MARLETTE DR, LA MIRADA, CA 90638. Full name of registrant(s) is (are) VERONICA MARIA TRANG, 13302 MARLETTE DR, LA MIRADA, CA 90638. This Business is conducted by: AN INDIVIDUAL. Signed; VERONICA MARIA TRANG/OWNER. This statement was filed with the County Clerk of Los Angeles County on 05/01/2025. The registrant(s) has (have) commenced to transact business under the fictitious business name or names listed above on N/A. NOTICE- This Fictitious Name Statement expires five years from the date it was filed in the office of the County Clerk. A new Fictitious Business Name Statement must be filed prior to that date. The filing of this statement does not of itself authorize the use in this state of a Fictitious Business Name in violation of the rights of another under Federal, State, or common law (See section 14411 et seq. Business and Professions Code)Publish: Mountain Views News/JDC: [202, 1949, 390, 2059]
- notice-body: The following person(s) is (are) doing business as: ORANGE TEAM 4740 BALBOA BLVD ENCINO, CA. 91316. AON B202500777 CALIFORNIA LOS ANGELES COUNTY. Full name of registrant(s) is (are) THE ALTERED 6400 COTTAGE WAY SACRAMENTO, CA. 95825. This Business is conducted by: AN LLC. Signed: ORANGE TEAM GROUP INC. TUMAR FELDMANN, PRESIDENT. This statement was filed with the County Clerk of Los Angeles County on 05/01/2025. The registrant(s) has (have) commenced to transact business under the fictitious business name or names listed above on 11/2024. NOTICE- This Fictitious Name Statement expires five years from the date it was filed in the office of the County Clerk. A new Fictitious Business Name Statement must be filed prior to that date. The filing of this statement does not of itself authorize the use in this state of a Fictitious Business Name in violation of the rights of another under Federal, State, or common law (See section 14411 et seq. Business and Professions Code): [991, 324, 1179, 440]
- notice-file-number: File No. 2025-080207: [202, 433, 259, 440]
- notice-heading: FICTITIOUS BUSINESS NAME STATEMENT: [202, 2073, 390, 2081]
- notice-file-number: File No. 2025088254: [991, 745, 1046, 752]
- notice-heading: FILE NO. 2025-080191: [202, 185, 264, 193]
- notice-body: The following person(s) is (are) doing business as: LA TIENDITA 100 WEST BROADWAY GLENDALE, CA. 91210. CALIFORNIA LOS ANGELES COUNTY. Full name of registrant(s) is (are) LA TIENDITA, LLC. 100 WEST BROADWAY GLENDALE, CA. 91210. This Business is conducted by: AN LLC. Signed: LA TIENDITA, LLC., PRECIADO, CEO. GUMAPAS, VICE PRESIDENT. This statement was filed with the County Clerk of Los Angeles County on 04/22/2025. The registrant(s) has (have) commenced to transact business under the fictitious business name or names listed above on N/A. NOTICE- This Fictitious Name Statement expires five years from the date it was filed in the office of the County Clerk. A new Fictitious Business Name Statement must be filed prior to that date. The filing of this statement does not of itself authorize the use in this state of a Fictitious Business Name in violation of the rights of another under Federal, State, or common law (See section 14411 et seq. Business and Professions Code): [1188, 1137, 1375, 1247]
- notice-file-number: File No. 2025-084286: [202, 992, 259, 1000]
- footer-fax-number: Fax: 626.609.3285: [739, 2546, 858, 2562]
- legal-notice: [597, 1094, 785, 1225]
- notice-body: The following person(s) is (are) doing business as: WE FIX ALL 100 WEST BROADWAY GLENDALE, CA. 91210; U FIX ALL 100 WEST BROADWAY GLENDALE, CA. 91210; SMART FIX 100 WEST BROADWAY GLENDALE, CA. 91210; NOW WE FIX ALL 100 WEST BROADWAY GLENDALE, CA. 91210. CALIFORNIA LOS ANGELES COUNTY. Full name of registrant(s) is (are) AVA ENTERPRISES INC CAMELLIA AVE NORTH HOLLYWOOD, CA. 91602. This Business is conducted by: A LIMITED LIABILITY COMPANY. Signed: AVA ENTERPRISES INC, PRESIDENT. This statement was filed with the County Clerk of Los Angeles County on 04/25/2025. The registrant(s) has (have) commenced to transact business under the fictitious business name or names listed above on N/A. NOTICE- This Fictitious Name Statement expires five years from the date it was filed in the office of the County Clerk. A new Fictitious Business Name Statement must be filed prior to that date. The filing of this statement does not of itself authorize the use in this state of a Fictitious Business Name in violation of the rights of another under Federal, State, or common law (See section 14411 et seq. Business and Professions Code): [596, 1246, 785, 1377]
- notice-body: The following person(s) is (are) doing business as: LJS TRUCKING, 301 N LAKE AVE SUITE 600, PASADENA, CA 91101. Full name of registrant(s) is (are) LARRY JOSEPH SPAIN, 301 N LAKE AVE SUITE 600, PASADENA, CA 91101. This Business is conducted by: AN INDIVIDUAL. Signed; LARRY JOSEPH SPAIN/OWNER. This statement was filed with the County Clerk of Los Angeles County on 04/30/2025. The registrant(s) has (have) commenced to transact business under the fictitious business name or names listed above on N/A. NOTICE- This Fictitious Name Statement expires five years from the date it was filed in the office of the County Clerk. A new Fictitious Business Name Statement must be filed prior to that date. The filing of this statement does not of itself authorize the use in this state of a Fictitious Business Name in violation of the rights of another under Federal, State, or common law (See section 14411 et seq. Business and Professions Code)Publish: Mountain Views News/JDC: [6, 411, 193, 521]
- notice-file-number: File No. 2025088254: [991, 2284, 1046, 2292]
- notice-file-number: File No. 2025-084286: [6, 2044, 63, 2052]
- notice-dates-pub: Dates Pub: MAY 03, 10, 17, 24, 2025: [202, 832, 298, 840]
- notice-file-number: File No. 2025-085442: [6, 970, 63, 978]
- legal-notice: [400, 361, 588, 492]
- legal-notice: [203, 985, 390, 1123]
- notice-heading: FICTITIOUS BUSINESS NAME STATEMENT: [399, 2102, 588, 2110]
- notice-heading: FICTITIOUS BUSINESS NAME STATEMENT: [202, 570, 390, 578]
- notice-heading: FICTITIOUS BUSINESS NAME STATEMENT: [399, 1296, 588, 1304]
- notice-dates-pub: Dates Pub: MAY 03, 10, 17, 24, 2025: [6, 244, 101, 252]
- notice-body: The following person(s) is (are) doing business as: MILVEN GROUP, 446 CLOVERLEAF DR. BALDWIN PARK, CA 91706. Full name of registrant(s) is (are) MILVEN GROUP INC, 446 CLOVERLEAF DR. BALDWIN PARK, CA 91706. This Business is conducted by: A CORPORATION. Signed; MILAGROS M. VENEGAS, CEO. This statement was filed with the County Clerk of Los Angeles County on 04/24/2025. The registrant(s) has (have) commenced to transact business under the fictitious business name or names listed above on N/A. NOTICE- This Fictitious Name Statement expires five years from the date it was filed in the office of the County Clerk. A new Fictitious Business Name Statement must be filed prior to that date. The filing of this statement does not of itself authorize the use in this state of a Fictitious Business Name in violation of the rights of another under Federal, State, or common law (See section 14411 et seq. Business and Professions Code)Publish: Mountain Views News/JDC: [399, 1739, 588, 1849]
- notice-heading: FICTITIOUS BUSINESS NAME STATEMENT: [991, 1173, 1179, 1181]
- notice-body: The following person(s) is (are) doing business as: CALIFORNIA MEDICAL SOLUTIONS 1117 NEWBY ST GLENDALE, CA. 91201. CALIFORNIA LOS ANGELES COUNTY. Full name of registrant(s) is (are) SVETLANA AMAYAKOVNA MKOYAN 1117 NEWBY ST GLENDALE, CA. 91201. This Business is conducted by: AN INDIVIDUAL. Signed: SVETLANA AMAYAKOVNA MKOYAN/OWNER. This statement was filed with the County Clerk of Los Angeles County on 04/23/2025. The registrant(s) has (have) commenced to transact business under the fictitious business name or names listed above on N/A. NOTICE- This Fictitious Name Statement expires five years from the date it was filed in the office of the County Clerk. A new Fictitious Business Name Statement must be filed prior to that date. The filing of this statement does not of itself authorize the use in this state of a Fictitious Business Name in violation of the rights of another under Federal, State, or common law (See section 14411 et seq. Business and Professions Code): [793, 2211, 982, 2328]
- legal-notice: [991, 455, 1178, 587]
- notice-file-number: FICTITIOUS BUSINESS NAME: [399, 636, 486, 644]
- notice-file-number: File No. 2025-085442: [596, 541, 653, 549]
- notice-file-number: STATEMENT OF ABANDONMENT OF USE OF FICTITIOUS BUSINESS NAME: [793, 948, 959, 963]
- notice-body: The following person(s) is (are) doing business as: CALIFORNIA MEDICAL SOLUTIONS 1117 NEWBY ST GLENDALE, CA. 91201. CALIFORNIA LOS ANGELES COUNTY. Full name of registrant(s) is (are) SVETLANA AMAYAKOVNA MKOYAN 1117 NEWBY ST GLENDALE, CA. 91201. This Business is conducted by: AN INDIVIDUAL. Signed: SVETLANA AMAYAKOVNA MKOYAN/OWNER. This statement was filed with the County Clerk of Los Angeles County on 04/23/2025. The registrant(s) has (have) commenced to transact business under the fictitious business name or names listed above on N/A. NOTICE- This Fictitious Name Statement expires five years from the date it was filed in the office of the County Clerk. A new Fictitious Business Name Statement must be filed prior to that date. The filing of this statement does not of itself authorize the use in this state of a Fictitious Business Name in violation of the rights of another under Federal, State, or common law (See section 14411 et seq. Business and Professions Code): [1188, 461, 1375, 579]
- notice-dates-pub: Dates Pub: MAY 03, 10, 17, 24, 2025: [6, 803, 101, 811]
- notice-body: The following person(s) is (are) doing business as: DNA LOGISTICS, 511 JUSTIN AVE APT 7, GLENDALE, CA 91201. Full name of registrant(s) is (are) DESTINEE LORRAINE AMEZCUA, 511 JUSTIN AVE APT 7, GLENDALE, CA 91201. This Business is conducted by: AN INDIVIDUAL. Signed; DESTINEE LORRAINE AMEZCUA/OWNER. This statement was filed with the County Clerk of Los Angeles County on 04/24/2025. The registrant(s) has (have) commenced to transact business under the fictitious business name or names listed above on N/A. NOTICE- This Fictitious Name Statement expires five years from the date it was filed in the office of the County Clerk. A new Fictitious Business Name Statement must be filed prior to that date. The filing of this statement does not of itself authorize the use in this state of a Fictitious Business Name in violation of the rights of another under Federal, State, or common law (See section 14411 et seq. Business and Professions Code)Publish: Mountain Views News/JDC: [596, 121, 785, 231]
- notice-heading: FICTITIOUS BUSINESS NAME STATEMENT: [991, 1848, 1179, 1856]
- notice-file-number: File No. 2025082320: [596, 1398, 651, 1406]
- notice-heading: FICTITIOUS BUSINESS NAME STATEMENT: [991, 454, 1179, 462]
- notice-heading: STATEMENT OF ABANDONMENT OF USE OF: [399, 1993, 530, 2001]
- notice-dates-pub: ES Dates Pub: APR 26, MAY 3, 10, 17, 2025: [1188, 2255, 1303, 2263]
- masthead-name: Mountain View News: [10, 78, 159, 97]
- notice-body: The following person(s) is (are) doing business as: LONDON AUTO SALES AND LEASING 13406 VAN NUYS BLVD. UNIT B PACOIMA, CA. 91331. CALIFORNIA LOS ANGELES COUNTY. Full name of registrant(s) is (are) GONZALEZ 13406 VAN NUYS BLVD. UNIT B PACOIMA, CA. 91331. This Business is conducted by: AN INDIVIDUAL. Signed: GONZALEZ/OWNER. This statement was filed with the County Clerk of Los Angeles County on 04/30/2025. The registrant(s) has (have) commenced to transact business under the fictitious business name or names listed above on N/A. NOTICE- This Fictitious Name Statement expires five years from the date it was filed in the office of the County Clerk. A new Fictitious Business Name Statement must be filed prior to that date. The filing of this statement does not of itself authorize the use in this state of a Fictitious Business Name in violation of the rights of another under Federal, State, or common law (See section 14411 et seq. Business and Professions Code): [991, 1725, 1179, 1834]
- notice-heading: FICTITIOUS BUSINESS NAME STATEMENT: [793, 802, 982, 810]
- notice-heading: FICTITIOUS BUSINESS NAME STATEMENT: [793, 657, 982, 665]
- notice-body: The following person(s) is (are) doing business as: STEEL HOME BUILDER, 23535 PALOMINO DR SUITE 139, DIAMOND BAR, CA 91765. Full name of registrant(s) is (are) STL HOME BUILDER, 23535 PALOMINO DR SUITE 139, DIAMOND BAR, CA 91765. This Business is conducted by: A CORPORATION. Signed; NANCY KELLY/PRESIDENT. This statement was filed with the County Clerk of Los Angeles County on 04/28/2025. The registrant(s) has (have) commenced to transact business under the fictitious business name or names listed above on N/A. NOTICE- This Fictitious Name Statement expires five years from the date it was filed in the office of the County Clerk. A new Fictitious Business Name Statement must be filed prior to that date. The filing of this statement does not of itself authorize the use in this state of a Fictitious Business Name in violation of the rights of another under Federal, State, or common law (See section 14411 et seq. Business and Professions Code)Publish: Mountain Views News/JDC: [6, 977, 193, 1087]
- notice-heading: FICTITIOUS BUSINESS NAME STATEMENT: [991, 1464, 1179, 1471]
- notice-dates-pub: Dates Pub: MAY 03, 10, 17, 24, 2025: [596, 520, 692, 528]
- legal-notice: [6, 1239, 193, 1363]
- notice-dates-pub: ES Dates Pub: APR 26, MAY 3, 10, 17, 2025: [991, 1587, 1105, 1595]
- notice-body: The following person(s) is (are) doing business as: WE FIX ALL 100 WEST BROADWAY GLENDALE, CA. 91210; U FIX ALL 100 WEST BROADWAY GLENDALE, CA. 91210; SMART FIX 100 WEST BROADWAY GLENDALE, CA. 91210; NOW WE FIX ALL 100 WEST BROADWAY GLENDALE, CA. 91210. CALIFORNIA LOS ANGELES COUNTY. Full name of registrant(s) is (are) AVA ENTERPRISES INC CAMELLIA AVE NORTH HOLLYWOOD, CA. 91602. This Business is conducted by: A LIMITED LIABILITY COMPANY. Signed: AVA ENTERPRISES INC, PRESIDENT. This statement was filed with the County Clerk of Los Angeles County on 04/25/2025. The registrant(s) has (have) commenced to transact business under the fictitious business name or names listed above on N/A. NOTICE- This Fictitious Name Statement expires five years from the date it was filed in the office of the County Clerk. A new Fictitious Business Name Statement must be filed prior to that date. The filing of this statement does not of itself authorize the use in this state of a Fictitious Business Name in violation of the rights of another under Federal, State, or common law (See section 14411 et seq. Business and Professions Code): [793, 1906, 982, 2037]
- notice-dates-pub: ES Dates Pub: APR 26, MAY 3, 10, 17, 2025: [991, 157, 1105, 165]
- notice-dates-pub: Dates Pub: MAY 03, 10, 17, 24, 2025: [6, 2313, 101, 2321]
- notice-file-number: File No. 2025088290: [991, 1855, 1046, 1863]
- notice-dates-pub: Dates Pub: MAY 03, 10, 17, 24, 2025: [6, 2023, 101, 2031]
- notice-file-number: File No. 2025082318: [596, 1543, 651, 1551]
- notice-heading: File No. 2025075100: [793, 2480, 848, 2488]
- notice-dates-pub: Dates Pub: MAY 03, 10, 17, 24, 2025: [399, 346, 495, 354]
- legal-notice: [6, 818, 193, 956]
- legal-notice: [793, 1050, 981, 1181]
- notice-file-number: File No. 2025084344: [793, 1761, 848, 1769]
- notice-body: The following person(s) is (are) doing business as: CALIFORNIA MEDICAL SOLUTIONS 1117 NEWBY ST GLENDALE, CA. 91201. CALIFORNIA LOS ANGELES COUNTY. Full name of registrant(s) is (are) SVETLANA AMAYAKOVNA MKOYAN 1117 NEWBY ST GLENDALE, CA. 91201. This Business is conducted by: AN INDIVIDUAL. Signed: SVETLANA AMAYAKOVNA MKOYAN/OWNER. This statement was filed with the County Clerk of Los Angeles County on 04/23/2025. The registrant(s) has (have) commenced to transact business under the fictitious business name or names listed above on N/A. NOTICE- This Fictitious Name Statement expires five years from the date it was filed in the office of the County Clerk. A new Fictitious Business Name Statement must be filed prior to that date. The filing of this statement does not of itself authorize the use in this state of a Fictitious Business Name in violation of the rights of another under Federal, State, or common law (See section 14411 et seq. Business and Professions Code): [596, 1551, 785, 1668]
- notice-dates-pub: Dates Pub: MAY 03, 10, 17, 24, 2025: [202, 1398, 298, 1406]
- legal-notice: [1188, 1841, 1375, 1980]
- legal-notice: [991, 1464, 1178, 1595]
- notice-heading: FICTITIOUS BUSINESS NAME STATEMENT: [1188, 1985, 1375, 1993]
- notice-dates-pub: Dates Pub: MAY 03, 10, 17, 24, 2025: [6, 658, 101, 666]
- notice-dates-pub: ES Dates Pub: APR 26, MAY 3, 10, 17, 2025: [1188, 716, 1303, 724]
- notice-body: The following person(s) is (are) doing business as: ORANGE TEAM 4740 BALBOA BLVD ENCINO, CA. 91316. AON B202500777 CALIFORNIA LOS ANGELES COUNTY. Full name of registrant(s) is (are) THE ALTERED 6400 COTTAGE WAY SACRAMENTO, CA. 95825. This Business is conducted by: AN LLC. Signed: ORANGE TEAM GROUP INC. TUMAR FELDMANN, PRESIDENT. This statement was filed with the County Clerk of Los Angeles County on 05/01/2025. The registrant(s) has (have) commenced to transact business under the fictitious business name or names listed above on 11/2024. NOTICE- This Fictitious Name Statement expires five years from the date it was filed in the office of the County Clerk. A new Fictitious Business Name Statement must be filed prior to that date. The filing of this statement does not of itself authorize the use in this state of a Fictitious Business Name in violation of the rights of another under Federal, State, or common law (See section 14411 et seq. Business and Professions Code): [793, 1202, 982, 1319]
- notice-body: The following person(s) is (are) doing business as: DEPECHE ROSE, 13302 MARLETTE DR, LA MIRADA, CA 90638. Full name of registrant(s) is (are) VERONICA MARIA TRANG, 13302 MARLETTE DR, LA MIRADA, CA 90638. This Business is conducted by: AN INDIVIDUAL. Signed; VERONICA MARIA TRANG/OWNER. This statement was filed with the County Clerk of Los Angeles County on 05/01/2025. The registrant(s) has (have) commenced to transact business under the fictitious business name or names listed above on N/A. NOTICE- This Fictitious Name Statement expires five years from the date it was filed in the office of the County Clerk. A new Fictitious Business Name Statement must be filed prior to that date. The filing of this statement does not of itself authorize the use in this state of a Fictitious Business Name in violation of the rights of another under Federal, State, or common law (See section 14411 et seq. Business and Professions Code)Publish: Mountain Views News/JDC: [399, 2262, 588, 2372]
- legal-notice: [793, 1471, 981, 1610]
- notice-file-number: File No. 2025088254: [596, 2501, 651, 2509]
- notice-dates-pub: Dates Pub: MAY 03, 10, 17, 24, 2025: [202, 2196, 298, 2204]
- notice-file-number: File No. 2025-088563: [202, 578, 259, 586]
- notice-dates-pub: ES Dates Pub: APR 26, MAY 3, 10, 17, 2025: [1188, 287, 1303, 295]
- notice-file-number: File No. 2025088376: [991, 179, 1046, 186]
- legal-notice: [1188, 592, 1375, 724]
- notice-file-number: File No. 2025082320: [793, 2059, 848, 2067]
- notice-dates-pub: ES Dates Pub: APR 26, MAY 3, 10, 17, 2025: [991, 1159, 1105, 1166]
- notice-heading: FICTITIOUS BUSINESS NAME STATEMENT: [793, 512, 982, 520]
- notice-file-number: File No. 2025-085442: [6, 2335, 63, 2343]
- legal-notice: [400, 2247, 588, 2379]
- notice-file-number: File No. 2025084570: [1188, 149, 1242, 157]
- notice-heading: FICTITIOUS BUSINESS NAME STATEMENT: [991, 1318, 1179, 1326]
- notice-heading: FICTITIOUS BUSINESS NAME STATEMENT: [202, 2348, 390, 2356]
- legal-notice: [400, 629, 588, 731]
- page-footer: [0, 2539, 1381, 2576]
- notice-dates-pub: ES Dates Pub: APR 26, MAY 3, 10, 17, 2025: [793, 2328, 909, 2336]
- notice-dates-pub: ES Dates Pub: MAY 3, 10, 17, 2025: [596, 1079, 689, 1087]
- notice-body: The following person(s) is (are) doing business as: HAYKUHI GRIGORYAN RESEDA BLVD #458 RESEDA, CA. 91335. CALIFORNIA LOS ANGELES COUNTY. Full name of registrant(s) is (are) HAYKUHI GRIGORYAN RESEDA BLVD #458 RESEDA, CA. 91335.. This Business is conducted by: AN INDIVIDUAL- Signed: HAYKUHI GRIGORYAN, OWNER. This statement was filed with the County Clerk of Los Angeles County on 04/23/2025. The registrant(s) has (have) commenced to transact business under the fictitious business name or names listed above on 04/2025. NOTICE- This Fictitious Name Statement expires five years from the date it was filed in the office of the County Clerk. A new Fictitious Business Name Statement must be filed prior to that date. The filing of this statement does not of itself authorize the use in this state of a Fictitious Business Name in violation of the rights of another under Federal, State, or common law (See section 14411 et seq. Business and Professions Code): [793, 2356, 982, 2466]
- legal-notice: [203, 708, 390, 840]
- notice-dates-pub: ES Dates Pub: APR 26, MAY 3, 10, 17, 2025: [991, 1304, 1105, 1312]
- notice-dates-pub: ES Dates Pub: MAY 3, 10, 17, 2025: [991, 861, 1083, 869]
- notice-heading: FICTITIOUS BUSINESS NAME STATEMENT: [399, 1159, 588, 1166]
- notice-file-number: File No. 2025082757: [793, 1340, 848, 1348]
- notice-file-number: STATEMENT OF ABANDONMENT OF USE OF FICTITIOUS BUSINESS NAME: [399, 1870, 566, 1885]
- notice-file-number: File No. 2025-084128: [399, 367, 456, 375]
- notice-file-number: File No. 2025082320: [1188, 1848, 1242, 1856]
- notice-file-number: File No. 2025088376: [991, 1718, 1046, 1726]
- notice-heading: STATEMENT OF ABANDONMENT OF USE OF: [202, 316, 332, 324]
- legal-notice: [6, 2037, 193, 2176]
- legal-notice: [203, 1413, 390, 1544]
- notice-body: The following person(s) is (are) doing business as: WHITE COIN LAUNDRY 16919 SATICOY ST VAN NUYS, CA. 91406. CALIFORNIA LOS ANGELES COUNTY. Full name of registrant(s) is (are) MYUNG CHUL CHOI 16919 SATICOY ST VAN NUYS, CA. 91406 This Business is conducted by: AN INDIVIDUAL. Signed: MYUNG CHUL CHOI OWNER. This statement was filed with the County Clerk of Los Angeles County on 04/25/2025. The registrant(s) has (have) commenced to transact business under the fictitious business name or names listed above on 05/1993. NOTICE- This Fictitious Name Statement expires five years from the date it was filed in the office of the County Clerk. A new Fictitious Business Name Statement must be filed prior to that date. The filing of this statement does not of itself authorize the use in this state of a Fictitious Business Name in violation of the rights of another under Federal, State, or common law (See section 14411 et seq. Business and Professions Code): [596, 1108, 785, 1217]
- legal-notice: [793, 1754, 981, 1885]
- notice-heading: FICTITIOUS BUSINESS NAME STATEMENT: [1188, 142, 1375, 150]
- notice-body: The following person(s) JOSE I VALDOVINOS 11601 FRIAR ST NORTH HOLLYWOOD, CA. 91606 has/have abandoned the use of the fictitious business name: JOSE VALDOVINOS GARDEN SERVICE 11601 FRIAR ST NORTH HOLLYWOOD, CA. 91606. The fictitious business name referred to above was filed on 04/2021, in the county of Los Angeles. The business was conducted by: AN INDIVIDUAL. This statement was filed with the County Clerk of Los Angeles on 04/22/2025. The business information in this statement is true and correct. (A registrant who declares as true information which he or she knows to be false, is guilty of a crime.) JOSE I VALDOVINOS/OWNER: [991, 1623, 1179, 1696]
- notice-dates-pub: ES Dates Pub: MAY 3, 10, 17, 2025: [1188, 1108, 1280, 1115]
- notice-body: The following person(s) is (are) doing business as: MILVEN GROUP, 446 CLOVERLEAF DR. BALDWIN PARK, CA 91706. Full name of registrant(s) is (are) MILVEN GROUP INC, 446 CLOVERLEAF DR. BALDWIN PARK, CA 91706. This Business is conducted by: A CORPORATION. Signed; MILAGROS M. VENEGAS, CEO. This statement was filed with the County Clerk of Los Angeles County on 04/24/2025. The registrant(s) has (have) commenced to transact business under the fictitious business name or names listed above on N/A. NOTICE- This Fictitious Name Statement expires five years from the date it was filed in the office of the County Clerk. A new Fictitious Business Name Statement must be filed prior to that date. The filing of this statement does not of itself authorize the use in this state of a Fictitious Business Name in violation of the rights of another under Federal, State, or common law (See section 14411 et seq. Business and Professions Code)Publish: Mountain Views News/JDC: [202, 1427, 390, 1537]
- notice-dates-pub: ES Dates Pub: APR 26, MAY 3, 10, 17, 2025: [793, 927, 909, 935]
- notice-dates-pub: Dates Pub: MAY 03, 10, 17, 24, 2025: [202, 411, 298, 419]
- legal-notice: [400, 498, 588, 622]
- notice-dates-pub: Dates Pub: MAY 03, 10, 17, 24, 2025: [202, 1536, 298, 1544]
- notice-dates-pub: ES Dates Pub: MAY 3, 10, 17, 2025: [793, 1173, 886, 1181]
- notice-heading: FICTITIOUS BUSINESS NAME STATEMENT: [202, 1274, 390, 1282]
- notice-file-number: File No. 2025082322: [1188, 599, 1242, 607]
- notice-file-number: File No. 2025-080207: [399, 2109, 456, 2117]
